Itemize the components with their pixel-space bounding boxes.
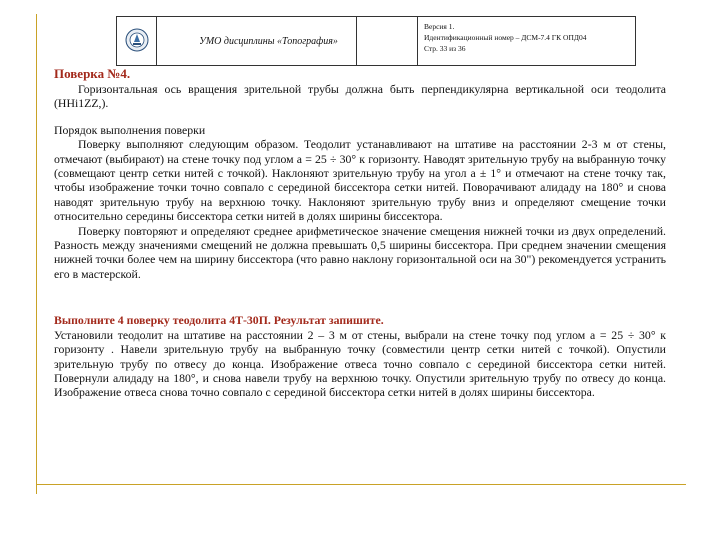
section-intro: Горизонтальная ось вращения зрительной трубы должна быть перпендикулярна вертикальной оси теодолита (HHi1ZZ,). — [54, 82, 666, 111]
procedure-paragraph-1: Поверку выполняют следующим образом. Теодолит устанавливают на штативе на расстоянии 2-3 м от стены, отмечают (выбирают) на стене точку под углом a = 25 ÷ 30° к горизонту. Наводят зрительную трубу на выбранную точку (совмещают центр сетки нитей с точкой). Наклоняют зрительную трубу на угол a ± 1° и отмечают на стене точку так, чтобы изображение точки точно совпало с серединой биссектора сетки нитей. Поворачивают алидаду на 180° и снова наводят зрительную трубу на верхнюю точку. Наклоняют зрительную трубу вниз и определяют смещение точки относительно середины биссектора сетки нитей в долях ширины биссектора. — [54, 137, 666, 224]
page-header — [116, 16, 636, 66]
section-title: Поверка №4. — [54, 66, 131, 81]
left-margin-rule — [36, 14, 37, 494]
task-answer: Установили теодолит на штативе на расстоянии 2 – 3 м от стены, выбрали на стене точку под углом a = 25 ÷ 30° к горизонту . Навели зрительную трубу на выбранную точку (совместили центр сетки нитей с точкой). Опустили зрительную трубу по отвесу до конца. Изображение отвеса точно совпало с серединой биссектора сетки нитей. Повернули алидаду на 180°, и снова навели трубу на верхнюю точку. Опустили зрительную трубу по отвесу до конца. Изображение отвеса снова точно совпало с серединой биссектора сетки нитей в долях ширины биссектора. — [54, 327, 666, 400]
procedure-paragraph-2: Поверку повторяют и определяют среднее арифметическое значение смещения нижней точки из двух определений. Разность между значениями смещений не должна превышать 0,5 ширины биссектора. При среднем значении смещения нижней точки более чем на ширину биссектора (что равно наклону горизонтальной оси на 30") рекомендуется устранить его в мастерской. — [54, 223, 666, 281]
header-page-number: Стр. 33 из 36 — [424, 44, 466, 53]
header-id-number: Идентификационный номер – ДСМ-7.4 ГК ОПД04 — [424, 33, 587, 42]
document-body — [54, 66, 666, 400]
bottom-margin-rule — [36, 484, 686, 485]
header-logo-cell — [117, 17, 157, 65]
header-doc-title: УМО дисциплины «Топография» — [157, 17, 357, 65]
emblem-icon — [125, 28, 149, 52]
task-heading: Выполните 4 поверку теодолита 4Т-30П. Результат запишите. — [54, 313, 384, 328]
header-meta — [417, 17, 635, 65]
procedure-heading: Порядок выполнения поверки — [54, 122, 206, 137]
header-version: Версия 1. — [424, 22, 455, 31]
